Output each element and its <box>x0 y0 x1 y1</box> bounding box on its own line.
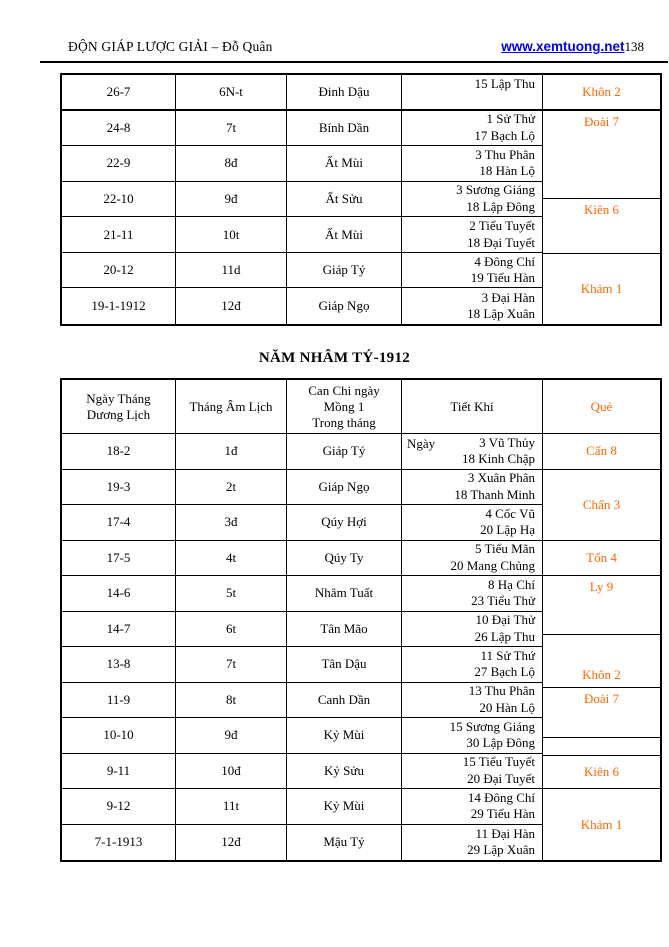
month-cell: 7t <box>176 647 287 683</box>
tietkhi-cell: 3 Xuân Phân 18 Thanh Minh <box>402 470 543 506</box>
tietkhi-cell: 4 Cốc Vũ 20 Lập Hạ <box>402 505 543 541</box>
table-1911 <box>60 73 662 326</box>
que-cell: Khôn 2 <box>543 75 660 111</box>
tietkhi-cell: 11 Sử Thứ 27 Bạch Lộ <box>402 647 543 683</box>
header-que: Quẻ <box>543 380 660 434</box>
que-cell: Kiên 6 <box>543 199 660 254</box>
month-cell: 11t <box>176 789 287 825</box>
tietkhi-cell: 10 Đại Thử 26 Lập Thu <box>402 612 543 648</box>
date-cell: 7-1-1913 <box>62 825 176 861</box>
que-cell: Chấn 3 <box>543 470 660 541</box>
tietkhi-cell: Ngày 3 Vũ Thủy 18 Kinh Chập <box>402 434 543 470</box>
header-duong-lich: Ngày Tháng Dương Lịch <box>62 380 176 434</box>
tietkhi-cell: 15 Sương Giáng 30 Lập Đông <box>402 718 543 754</box>
que-cell: Đoài 7 <box>543 688 660 738</box>
month-cell: 12đ <box>176 288 287 324</box>
tietkhi-cell: 8 Hạ Chí 23 Tiểu Thử <box>402 576 543 612</box>
table1-grid <box>62 75 543 324</box>
month-cell: 6N-t <box>176 75 287 111</box>
section-title: NĂM NHÂM TÝ-1912 <box>258 350 411 366</box>
tietkhi-cell: 14 Đông Chí 29 Tiểu Hàn <box>402 789 543 825</box>
month-cell: 11d <box>176 253 287 289</box>
header-am-lich: Tháng Âm Lịch <box>176 380 287 434</box>
month-cell: 10đ <box>176 754 287 790</box>
tietkhi-cell: 11 Đại Hàn 29 Lập Xuân <box>402 825 543 861</box>
canchi-cell: Ất Sửu <box>287 182 402 218</box>
tietkhi-cell: 2 Tiểu Tuyết 18 Đại Tuyết <box>402 217 543 253</box>
que-column <box>543 380 660 860</box>
date-cell: 18-2 <box>62 434 176 470</box>
que-column <box>543 75 660 324</box>
canchi-cell: Giáp Tý <box>287 253 402 289</box>
document-title: ĐỘN GIÁP LƯỢC GIẢI – Đỗ Quân <box>68 39 273 54</box>
date-cell: 11-9 <box>62 683 176 719</box>
date-cell: 9-12 <box>62 789 176 825</box>
tietkhi-cell: 15 Tiểu Tuyết 20 Đại Tuyết <box>402 754 543 790</box>
canchi-cell: Đinh Dậu <box>287 75 402 111</box>
header-rule <box>40 61 668 63</box>
header-right <box>501 38 644 56</box>
tietkhi-cell: 3 Thu Phân 18 Hàn Lộ <box>402 146 543 182</box>
page-header <box>68 38 644 58</box>
canchi-cell: Kỷ Mùi <box>287 718 402 754</box>
month-cell: 4t <box>176 541 287 577</box>
date-cell: 13-8 <box>62 647 176 683</box>
que-cell: Khôn 2 <box>543 635 660 688</box>
date-cell: 14-6 <box>62 576 176 612</box>
que-cell: Ly 9 <box>543 576 660 635</box>
canchi-cell: Canh Dần <box>287 683 402 719</box>
day-prefix-label: Ngày <box>407 436 436 451</box>
date-cell: 21-11 <box>62 217 176 253</box>
canchi-cell: Tân Dậu <box>287 647 402 683</box>
que-cell-empty <box>543 738 660 756</box>
tietkhi-cell: 4 Đông Chí 19 Tiểu Hàn <box>402 253 543 289</box>
canchi-cell: Ất Mùi <box>287 217 402 253</box>
date-cell: 20-12 <box>62 253 176 289</box>
month-cell: 8t <box>176 683 287 719</box>
que-cell: Khảm 1 <box>580 281 623 296</box>
canchi-cell: Giáp Tý <box>287 434 402 470</box>
canchi-cell: Kỷ Sửu <box>287 754 402 790</box>
que-cell: Kiên 6 <box>543 756 660 789</box>
date-cell: 10-10 <box>62 718 176 754</box>
month-cell: 9đ <box>176 718 287 754</box>
header-tiet-khi: Tiết Khí <box>402 380 543 434</box>
tietkhi-cell: 13 Thu Phân 20 Hàn Lộ <box>402 683 543 719</box>
canchi-cell: Mậu Tý <box>287 825 402 861</box>
que-cell: Khảm 1 <box>580 816 623 832</box>
page-number: 138 <box>624 39 644 54</box>
date-cell: 17-5 <box>62 541 176 577</box>
tietkhi-cell: 3 Sương Giáng 18 Lập Đông <box>402 182 543 218</box>
que-cell: Cấn 8 <box>543 434 660 470</box>
month-cell: 7t <box>176 111 287 147</box>
site-link[interactable]: www.xemtuong.net <box>501 39 625 54</box>
month-cell: 10t <box>176 217 287 253</box>
date-cell: 14-7 <box>62 612 176 648</box>
date-cell: 26-7 <box>62 75 176 111</box>
canchi-cell: Qúy Ty <box>287 541 402 577</box>
month-cell: 1đ <box>176 434 287 470</box>
date-cell: 22-10 <box>62 182 176 218</box>
month-cell: 12đ <box>176 825 287 861</box>
canchi-cell: Ất Mùi <box>287 146 402 182</box>
canchi-cell: Nhâm Tuất <box>287 576 402 612</box>
tietkhi-cell: 5 Tiểu Mãn 20 Mang Chủng <box>402 541 543 577</box>
tietkhi-cell: 3 Đại Hàn 18 Lập Xuân <box>402 288 543 324</box>
month-cell: 9đ <box>176 182 287 218</box>
date-cell: 19-3 <box>62 470 176 506</box>
date-cell: 19-1-1912 <box>62 288 176 324</box>
date-cell: 24-8 <box>62 111 176 147</box>
month-cell: 6t <box>176 612 287 648</box>
month-cell: 5t <box>176 576 287 612</box>
canchi-cell: Kỷ Mùi <box>287 789 402 825</box>
date-cell: 22-9 <box>62 146 176 182</box>
canchi-cell: Qúy Hợi <box>287 505 402 541</box>
table-1912 <box>60 378 662 862</box>
canchi-cell: Giáp Ngọ <box>287 288 402 324</box>
date-cell: 9-11 <box>62 754 176 790</box>
que-cell: Tốn 4 <box>543 541 660 577</box>
canchi-cell: Giáp Ngọ <box>287 470 402 506</box>
tietkhi-cell: 15 Lập Thu <box>402 75 543 111</box>
table2-grid <box>62 380 543 860</box>
month-cell: 2t <box>176 470 287 506</box>
date-cell: 17-4 <box>62 505 176 541</box>
month-cell: 8đ <box>176 146 287 182</box>
month-cell: 3đ <box>176 505 287 541</box>
tietkhi-cell: 1 Sử Thử 17 Bạch Lộ <box>402 111 543 147</box>
canchi-cell: Tân Mão <box>287 612 402 648</box>
que-cell: Đoài 7 <box>543 111 660 199</box>
canchi-cell: Bính Dần <box>287 111 402 147</box>
header-can-chi: Can Chi ngày Mồng 1 Trong tháng <box>287 380 402 434</box>
